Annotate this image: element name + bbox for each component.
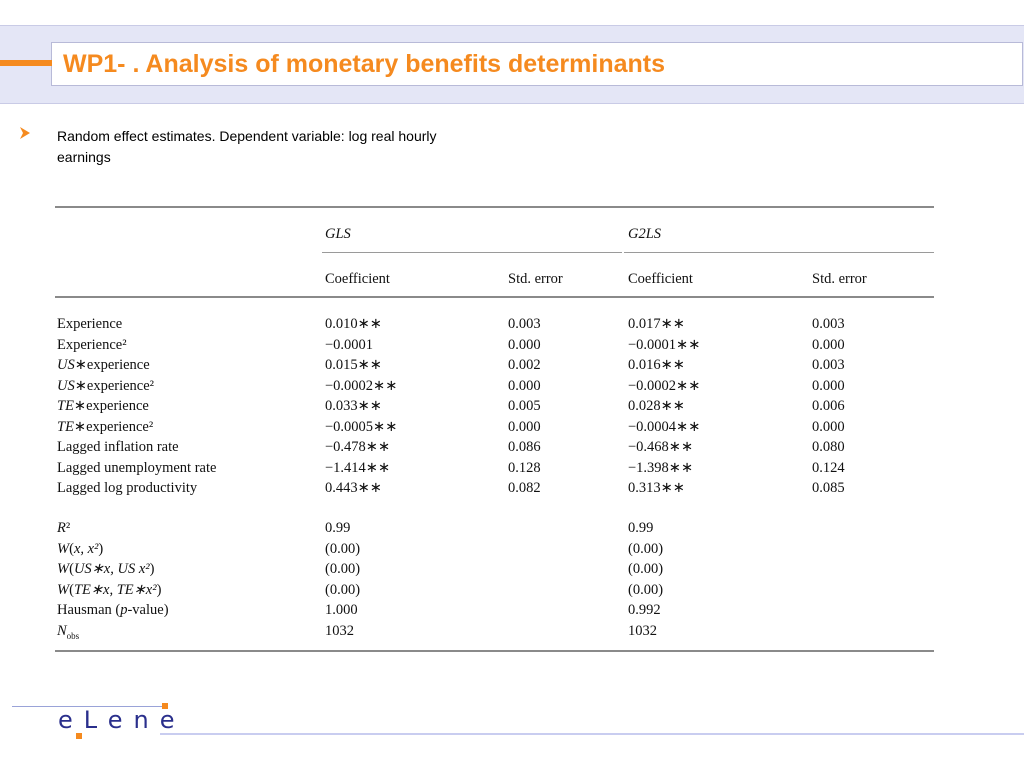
cell-g2ls-se: 0.000 — [812, 377, 845, 394]
cell-g2ls-se: 0.080 — [812, 439, 845, 455]
subheader-coef-g2ls: Coefficient — [628, 271, 693, 287]
row-label-italic: US — [57, 377, 75, 394]
cell-gls-se: 0.000 — [508, 418, 541, 435]
cell-gls-coef: −0.0005∗∗ — [325, 418, 398, 435]
cell-gls-se: 0.002 — [508, 357, 541, 373]
cell-g2ls-coef: 0.028∗∗ — [628, 398, 685, 414]
cell-gls-se: 0.086 — [508, 439, 541, 455]
cell-g2ls-coef: 0.016∗∗ — [628, 357, 685, 373]
stat-g2ls: 1032 — [628, 622, 657, 639]
stat-gls: (0.00) — [325, 581, 361, 598]
cell-g2ls-coef: −0.468∗∗ — [628, 439, 694, 455]
row-label: TE∗experience — [57, 398, 149, 414]
stat-g2ls: (0.00) — [628, 581, 664, 598]
subheader-se-gls: Std. error — [508, 271, 563, 287]
subheader-coef-gls: Coefficient — [325, 271, 390, 287]
gls-underline — [322, 252, 622, 253]
cell-g2ls-se: 0.006 — [812, 398, 845, 414]
subheader-se-g2ls: Std. error — [812, 271, 867, 287]
row-label: US∗experience² — [57, 377, 155, 394]
table-top-rule — [55, 206, 934, 208]
cell-gls-se: 0.003 — [508, 316, 541, 332]
g2ls-underline — [624, 252, 934, 253]
stat-gls: 1032 — [325, 622, 354, 639]
cell-g2ls-coef: 0.017∗∗ — [628, 316, 685, 332]
stat-gls: 1.000 — [325, 602, 358, 618]
stat-label: R² — [57, 520, 71, 536]
cell-gls-coef: 0.010∗∗ — [325, 316, 382, 332]
cell-g2ls-se: 0.085 — [812, 480, 845, 496]
group-g2ls: G2LS — [628, 226, 662, 242]
stat-g2ls: (0.00) — [628, 540, 664, 557]
cell-g2ls-se: 0.000 — [812, 336, 845, 353]
cell-gls-se: 0.005 — [508, 398, 541, 414]
stat-label: W(x, x²) — [57, 540, 104, 557]
bullet-text: Random effect estimates. Dependent variable: log real hourly earnings — [57, 128, 437, 165]
cell-g2ls-se: 0.000 — [812, 418, 845, 435]
cell-g2ls-coef: −0.0002∗∗ — [628, 377, 701, 394]
stat-label: Hausman (p-value) — [57, 602, 169, 618]
stat-g2ls: 0.992 — [628, 602, 661, 618]
row-label: Experience — [57, 316, 123, 332]
row-label: TE∗experience² — [57, 418, 154, 435]
cell-g2ls-se: 0.124 — [812, 459, 845, 476]
cell-g2ls-coef: −0.0001∗∗ — [628, 336, 701, 353]
footer-line — [160, 733, 1024, 735]
header-bottom-rule — [55, 296, 934, 298]
accent-bar — [0, 60, 52, 66]
row-label: Experience² — [57, 336, 127, 353]
cell-g2ls-coef: 0.313∗∗ — [628, 480, 685, 496]
stat-label: W(TE∗x, TE∗x²) — [57, 581, 162, 598]
cell-gls-coef: −0.0002∗∗ — [325, 377, 398, 394]
group-gls: GLS — [325, 226, 351, 242]
stat-label: W(US∗x, US x²) — [57, 561, 155, 577]
row-label-italic: TE — [57, 398, 74, 414]
stat-g2ls: 0.99 — [628, 520, 654, 536]
stat-g2ls: (0.00) — [628, 561, 664, 577]
cell-gls-coef: −0.0001 — [325, 336, 374, 353]
row-label: Lagged log productivity — [57, 480, 198, 496]
cell-gls-coef: −1.414∗∗ — [325, 459, 391, 476]
stat-gls: (0.00) — [325, 561, 361, 577]
slide-title: WP1- . Analysis of monetary benefits determinants — [63, 50, 665, 78]
cell-gls-coef: 0.443∗∗ — [325, 480, 382, 496]
bullet-arrow-icon — [20, 127, 30, 139]
stat-gls: (0.00) — [325, 540, 361, 557]
cell-gls-coef: 0.015∗∗ — [325, 357, 382, 373]
cell-g2ls-se: 0.003 — [812, 357, 845, 373]
elene-logo: eLene — [58, 706, 186, 734]
cell-g2ls-se: 0.003 — [812, 316, 845, 332]
table-bottom-rule — [55, 650, 934, 652]
cell-gls-coef: 0.033∗∗ — [325, 398, 382, 414]
cell-gls-se: 0.000 — [508, 336, 541, 353]
stat-label: $N_{obs}$ — [57, 622, 80, 641]
cell-gls-se: 0.000 — [508, 377, 541, 394]
cell-gls-se: 0.128 — [508, 459, 541, 476]
stat-gls: 0.99 — [325, 520, 351, 536]
row-label: Lagged inflation rate — [57, 439, 179, 455]
cell-g2ls-coef: −1.398∗∗ — [628, 459, 694, 476]
cell-gls-coef: −0.478∗∗ — [325, 439, 391, 455]
cell-gls-se: 0.082 — [508, 480, 541, 496]
cell-g2ls-coef: −0.0004∗∗ — [628, 418, 701, 435]
row-label: US∗experience — [57, 357, 150, 373]
row-label-italic: US — [57, 357, 75, 373]
row-label-italic: TE — [57, 418, 74, 435]
row-label: Lagged unemployment rate — [57, 459, 217, 476]
